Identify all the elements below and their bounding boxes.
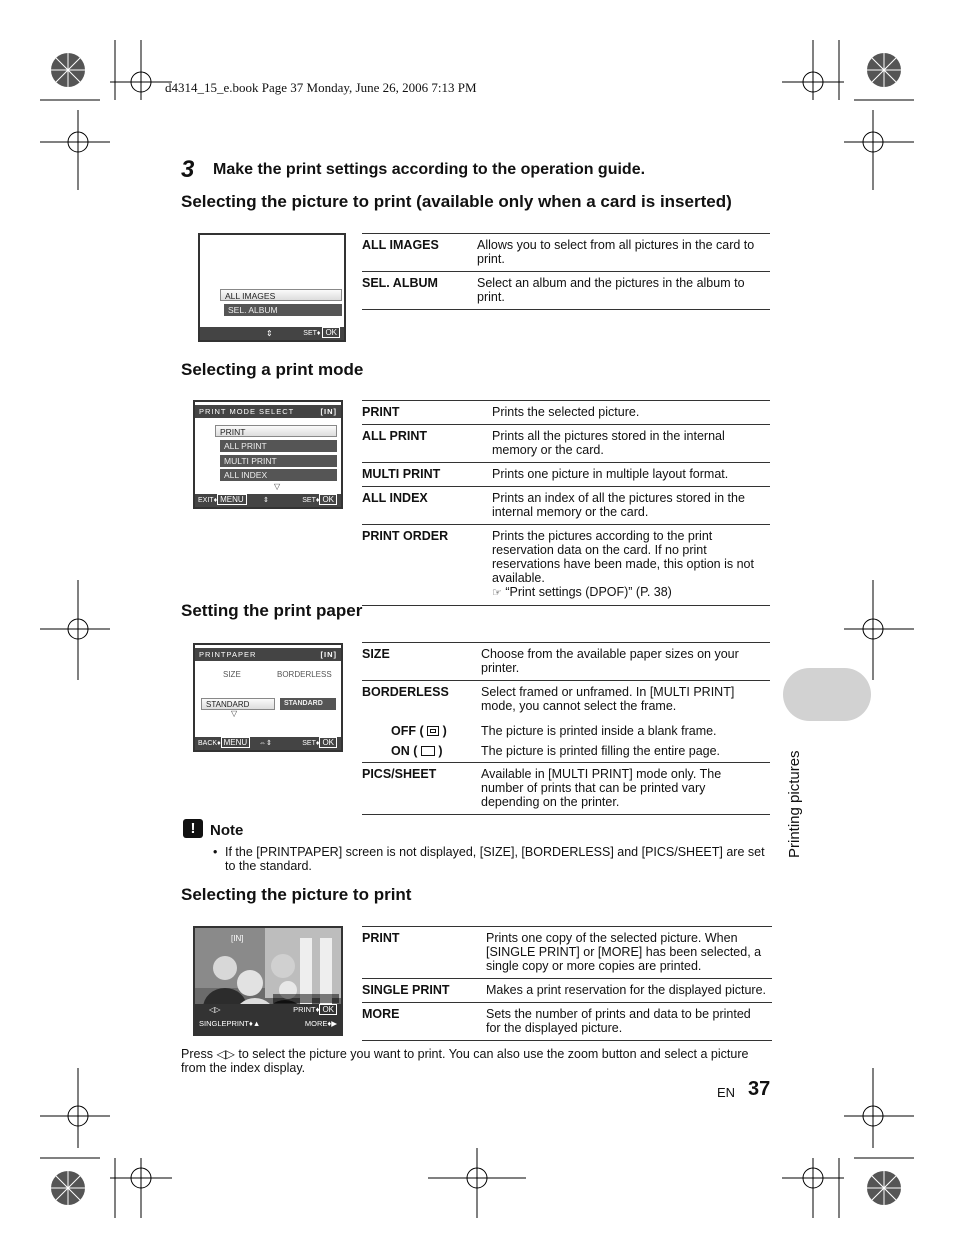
page-language: EN [717,1085,736,1100]
screen-title-bar [195,648,341,661]
heading-select-picture: Selecting the picture to print [181,885,412,904]
leftright-icon: ◁▷ [209,1005,221,1014]
borderless-value: STANDARD [280,698,336,710]
menu-item: ALL IMAGES [220,289,342,301]
table-row [362,525,770,606]
menu-item: ALL INDEX [220,469,337,481]
row-desc: Available in [MULTI PRINT] mode only. The number of prints that can be printed vary depending on the printer. [481,767,722,809]
arrow-pad-icon: ◁▷ [216,1047,235,1061]
print-header: d4314_15_e.book Page 37 Monday, June 26, 2006 7:13 PM [165,80,477,95]
table-row [362,463,770,487]
menu-icon: MENU [221,737,251,748]
note-bullet: • [213,845,218,859]
set-label: SET [303,330,317,337]
row-term: ALL PRINT [362,429,428,443]
table-row [362,681,770,718]
row-desc: Makes a print reservation for the displayed picture. [486,983,766,997]
scroll-down-icon: ▽ [274,482,281,491]
row-desc: Prints the selected picture. [492,405,640,419]
more-label: MORE [304,1019,328,1028]
menu-item: PRINT [215,425,337,437]
instruction-pre: Press [181,1047,213,1061]
camera-screen-print-mode [193,400,343,509]
reference-icon: ☞ [492,587,502,599]
table-row [362,1003,772,1041]
screen-title-bar [195,405,341,418]
ok-icon: OK [322,327,340,338]
menu-item: MULTI PRINT [220,455,337,467]
table-row [362,740,770,763]
camera-screen-print-paper [193,643,343,752]
screen-title: PRINT MODE SELECT [199,407,295,416]
row-desc: Allows you to select from all pictures in the card to print. [477,238,755,266]
row-desc: Choose from the available paper sizes on your printer. [481,647,739,675]
row-term: PRINT ORDER [362,529,449,543]
table-row [362,272,770,310]
page-number: 37 [748,1078,771,1100]
row-term-end: ) [438,744,443,758]
table-row [362,425,770,463]
row-term: PRINT [362,931,400,945]
unframed-icon [421,746,435,756]
row-term: ALL IMAGES [362,238,439,252]
table-select-card [362,233,770,310]
chapter-tab [783,668,871,721]
table-select-picture [362,926,772,1041]
screen-status-bar: BACK♦ MENU ⇔⇕ SET♦ OK [195,737,341,750]
row-term: PRINT [362,405,400,419]
row-term-text: ON ( [391,744,418,758]
row-desc: Prints one copy of the selected picture. When [SINGLE PRINT] or [MORE] has been selected, a single copy or more copies are printed. [486,931,762,973]
row-term: PICS/SHEET [362,767,437,781]
table-row [362,718,770,740]
scroll-down-icon: ▽ [231,709,238,718]
set-label: SET [302,740,316,747]
page-reference: “Print settings (DPOF)” (P. 38) [505,585,672,599]
screen-status-bar: ⇕ SET♦ OK [200,327,344,340]
note-title: Note [210,822,244,839]
row-desc: Sets the number of prints and data to be printed for the displayed picture. [486,1007,751,1035]
row-term [391,724,447,738]
table-row [362,643,770,681]
heading-print-mode: Selecting a print mode [181,360,364,379]
row-term: ALL INDEX [362,491,428,505]
table-row [362,234,770,272]
heading-select-card: Selecting the picture to print (available only when a card is inserted) [181,192,732,211]
chapter-tab-label: Printing pictures [786,750,803,858]
print-label: PRINT [293,1005,316,1014]
memory-indicator: [IN] [231,934,244,943]
row-desc-text: Prints the pictures according to the print reservation data on the card. If no print reservations have been made, this option is not available. [492,529,754,585]
row-desc: Prints all the pictures stored in the internal memory or the card. [492,429,725,457]
column-size: SIZE [223,670,241,679]
screen-status-bar: ◁▷ PRINT♦ OK SINGLEPRINT♦▲ MORE♦▶ [195,1004,341,1034]
memory-indicator: [IN] [320,407,337,416]
step-number: 3 [181,156,195,183]
step-instruction: Make the print settings according to the operation guide. [213,161,646,178]
paper-size-value: STANDARD [201,698,275,710]
instruction-paragraph [181,1047,771,1075]
menu-item: ALL PRINT [220,440,337,452]
row-desc: Prints an index of all the pictures stored in the internal memory or the card. [492,491,745,519]
row-term [391,744,443,758]
camera-screen-card [198,233,346,342]
row-desc: Select an album and the pictures in the album to print. [477,276,745,304]
table-print-mode [362,400,770,606]
row-term: SIZE [362,647,390,661]
warning-icon: ! [183,819,203,838]
screen-status-bar: EXIT♦ MENU ⇕ SET♦ OK [195,494,341,507]
row-desc [492,525,770,605]
row-desc: The picture is printed filling the entire page. [481,744,721,758]
back-label: BACK [198,740,218,747]
set-label: SET [302,497,316,504]
table-row [362,979,772,1003]
row-term: BORDERLESS [362,685,449,699]
table-row [362,401,770,425]
heading-print-paper: Setting the print paper [181,601,363,620]
ok-icon: OK [319,737,337,748]
memory-indicator: [IN] [320,650,337,659]
arrows-icon: ⇔⇕ [259,740,272,747]
table-row [362,487,770,525]
framed-icon [427,726,439,736]
ok-icon: OK [319,1004,337,1015]
single-print-label: SINGLEPRINT [199,1019,250,1028]
row-desc: The picture is printed inside a blank frame. [481,724,717,738]
note-text: If the [PRINTPAPER] screen is not displayed, [SIZE], [BORDERLESS] and [PICS/SHEET] are set to the standard. [225,845,765,873]
row-term: SINGLE PRINT [362,983,450,997]
table-row [362,927,772,979]
row-term-end: ) [442,724,447,738]
exit-label: EXIT [198,497,214,504]
info-strip [273,994,339,1003]
updown-icon: ⇕ [263,497,269,504]
table-print-paper [362,642,770,815]
row-term: MORE [362,1007,400,1021]
screen-title: PRINTPAPER [199,650,257,659]
row-term: MULTI PRINT [362,467,441,481]
updown-icon: ⇕ [266,329,274,338]
ok-icon: OK [319,494,337,505]
menu-icon: MENU [217,494,247,505]
table-row [362,763,770,815]
row-desc: Select framed or unframed. In [MULTI PRINT] mode, you cannot select the frame. [481,685,735,713]
camera-screen-photo [193,926,343,1036]
menu-item: SEL. ALBUM [224,304,342,316]
row-term: SEL. ALBUM [362,276,438,290]
row-term-text: OFF ( [391,724,424,738]
instruction-post: to select the picture you want to print. You can also use the zoom button and select a picture from the index display. [181,1047,749,1075]
column-borderless: BORDERLESS [277,670,332,679]
row-desc: Prints one picture in multiple layout format. [492,467,729,481]
